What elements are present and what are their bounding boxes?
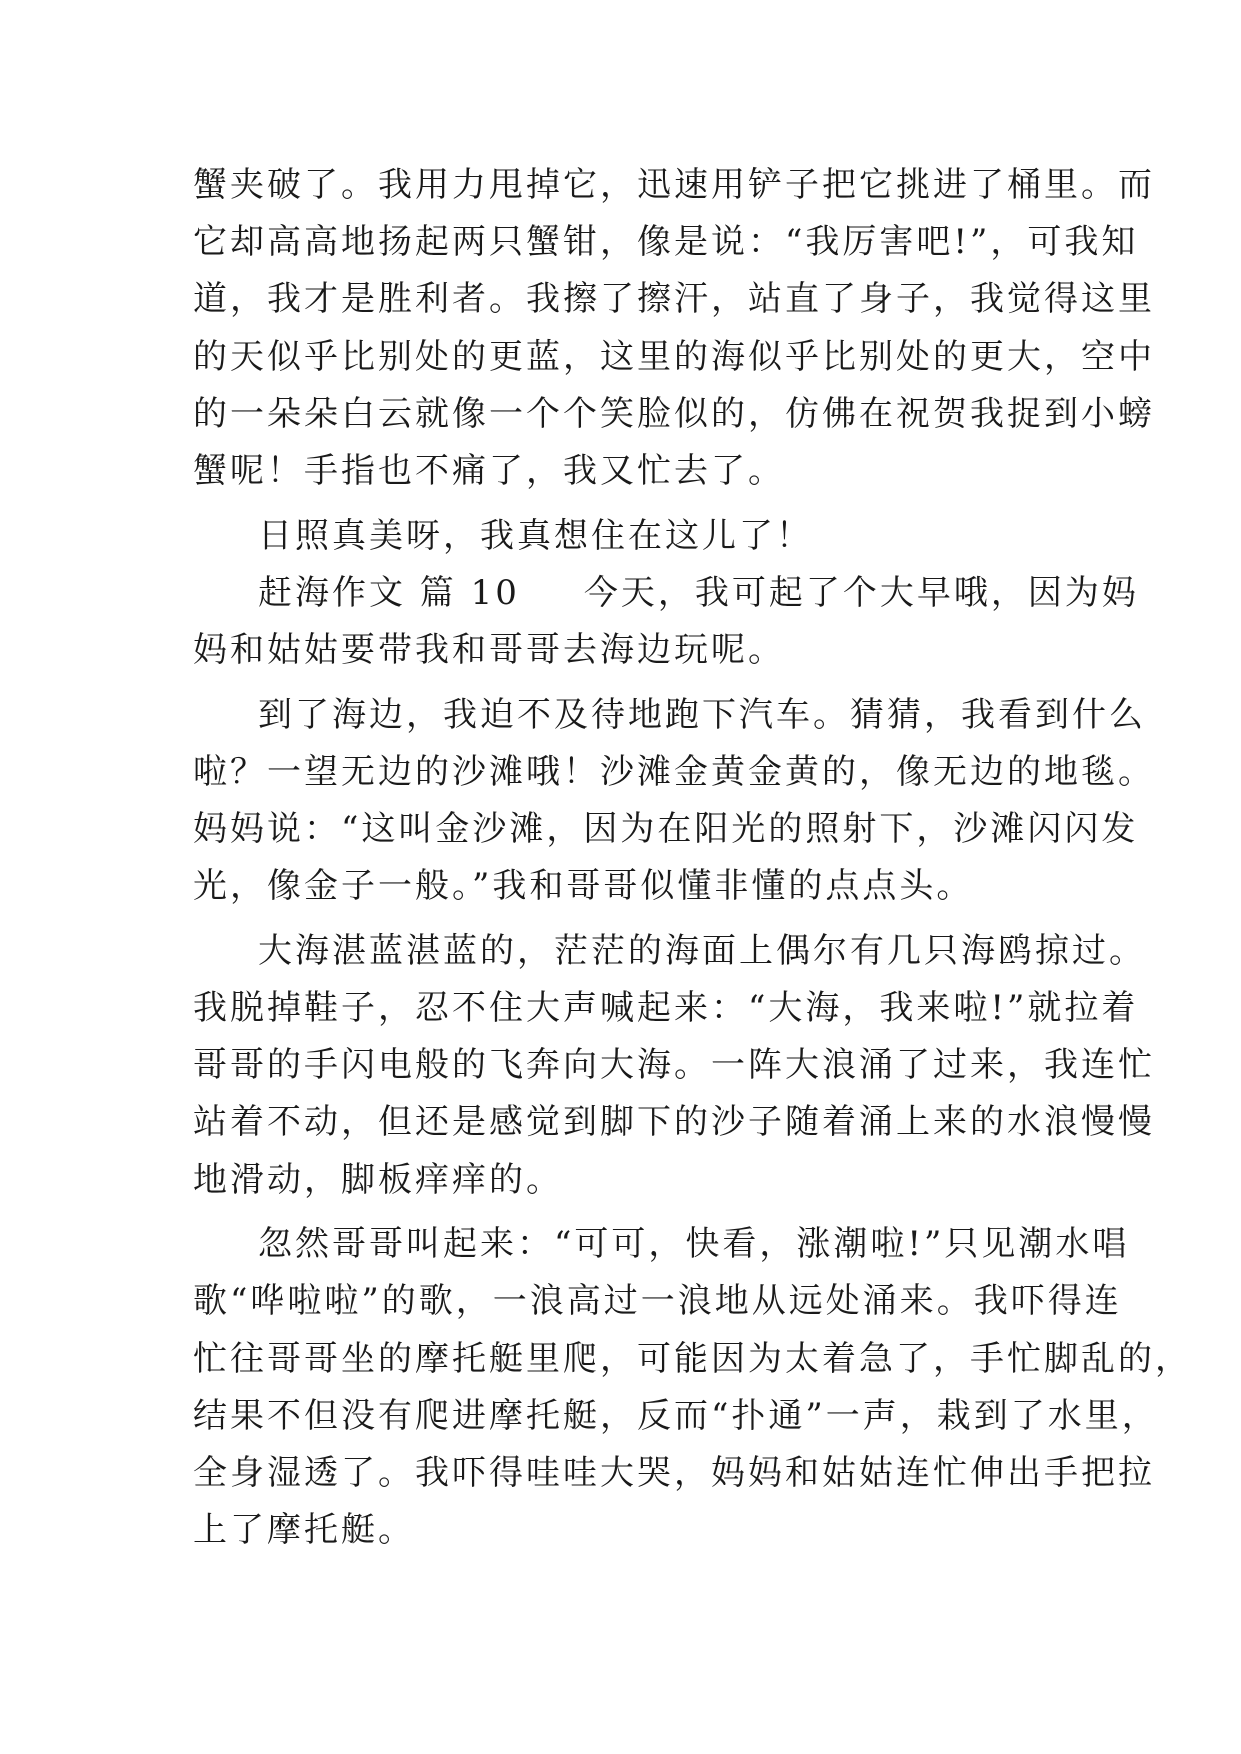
text-line: 日照真美呀，我真想住在这儿了！	[258, 516, 813, 556]
text-line: 大海湛蓝湛蓝的，茫茫的海面上偶尔有几只海鸥掠过。	[258, 931, 1146, 971]
text-line: 到了海边，我迫不及待地跑下汽车。猜猜，我看到什么	[258, 695, 1146, 735]
text-line: 地滑动，脚板痒痒的。	[193, 1160, 563, 1200]
text-line: 的一朵朵白云就像一个个笑脸似的，仿佛在祝贺我捉到小螃	[193, 394, 1155, 434]
text-line: 歌“哗啦啦”的歌，一浪高过一浪地从远处涌来。我吓得连	[193, 1281, 1122, 1321]
text-line: 忽然哥哥叫起来：“可可，快看，涨潮啦!”只见潮水唱	[258, 1224, 1130, 1264]
text-line: 蟹呢！手指也不痛了，我又忙去了。	[193, 451, 785, 491]
text-line: 上了摩托艇。	[193, 1510, 415, 1550]
text-line: 妈和姑姑要带我和哥哥去海边玩呢。	[193, 630, 785, 670]
text-line: 蟹夹破了。我用力甩掉它，迅速用铲子把它挑进了桶里。而	[193, 165, 1155, 205]
section-heading-line	[258, 573, 1139, 613]
text-line: 道，我才是胜利者。我擦了擦汗，站直了身子，我觉得这里	[193, 279, 1155, 319]
text-line: 忙往哥哥坐的摩托艇里爬，可能因为太着急了，手忙脚乱的，	[193, 1339, 1192, 1379]
text-line: 站着不动，但还是感觉到脚下的沙子随着涌上来的水浪慢慢	[193, 1102, 1155, 1142]
text-line: 哥哥的手闪电般的飞奔向大海。一阵大浪涌了过来，我连忙	[193, 1045, 1155, 1085]
text-line: 妈妈说：“这叫金沙滩，因为在阳光的照射下，沙滩闪闪发	[193, 809, 1139, 849]
text-line: 的天似乎比别处的更蓝，这里的海似乎比别处的更大，空中	[193, 337, 1155, 377]
text-line: 结果不但没有爬进摩托艇，反而“扑通”一声，栽到了水里，	[193, 1396, 1159, 1436]
text-line: 啦？一望无边的沙滩哦！沙滩金黄金黄的，像无边的地毯。	[193, 752, 1155, 792]
section-heading: 赶海作文 篇 10	[258, 573, 520, 613]
section-opening-text: 今天，我可起了个大早哦，因为妈	[583, 573, 1139, 613]
text-line: 它却高高地扬起两只蟹钳，像是说：“我厉害吧!”，可我知	[193, 222, 1139, 262]
text-line: 全身湿透了。我吓得哇哇大哭，妈妈和姑姑连忙伸出手把拉	[193, 1453, 1155, 1493]
text-line: 我脱掉鞋子，忍不住大声喊起来：“大海，我来啦!”就拉着	[193, 988, 1139, 1028]
text-line: 光，像金子一般。”我和哥哥似懂非懂的点点头。	[193, 866, 974, 906]
